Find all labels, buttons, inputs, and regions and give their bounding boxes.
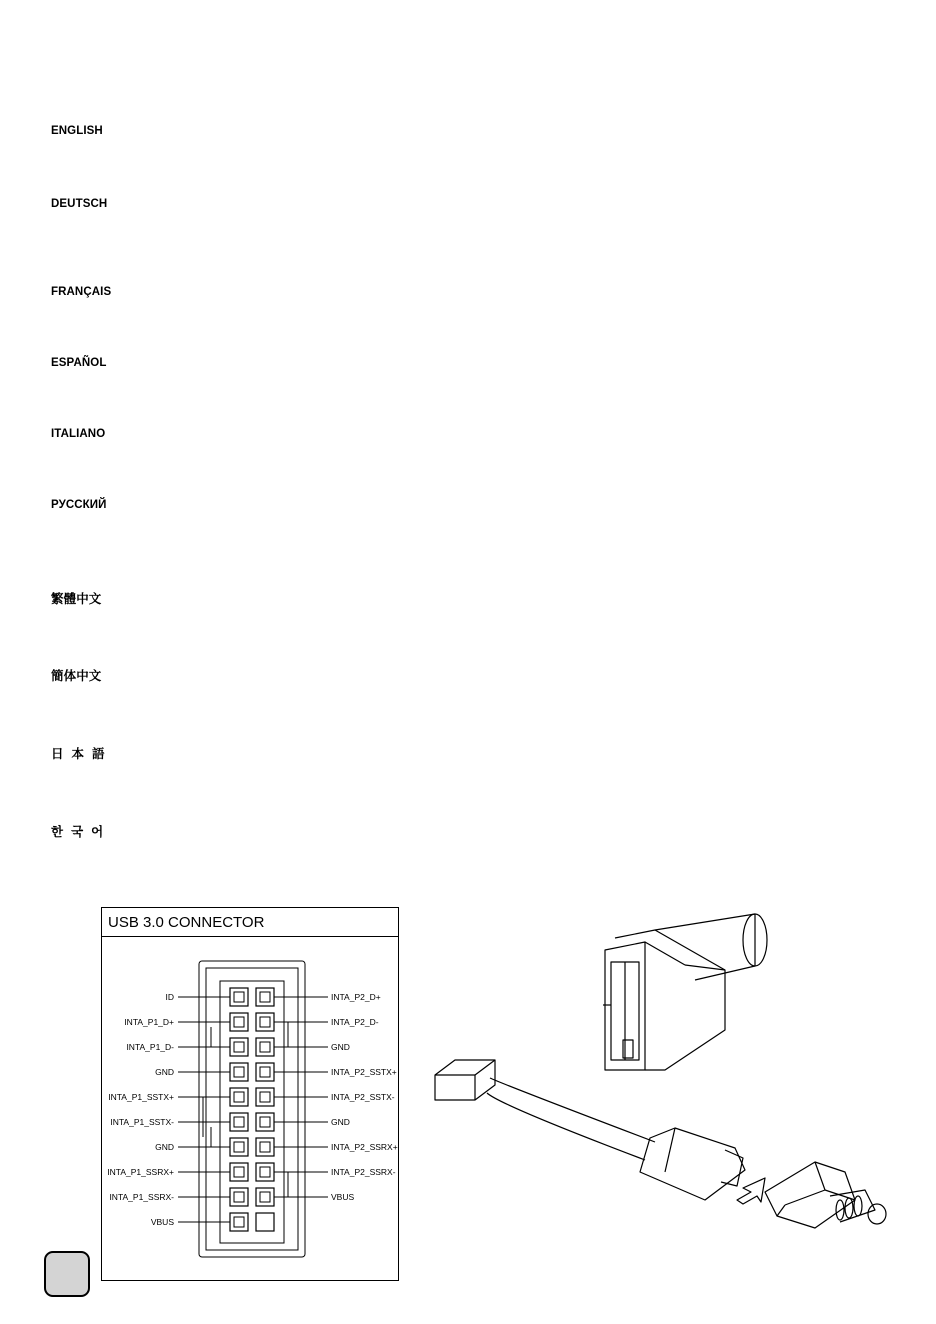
- left-pin-label: INTA_P1_SSRX+: [107, 1167, 174, 1177]
- right-pin-label: INTA_P2_D-: [331, 1017, 379, 1027]
- pin-right: [256, 1063, 274, 1081]
- left-pin-column: [230, 988, 248, 1231]
- pin-left: [230, 1163, 248, 1181]
- lower-connector: [640, 1128, 745, 1200]
- pin-left: [230, 1063, 248, 1081]
- right-pin-label: INTA_P2_SSRX-: [331, 1167, 396, 1177]
- left-pin-label: VBUS: [150, 1217, 174, 1227]
- left-pin-label: INTA_P1_SSTX-: [110, 1117, 174, 1127]
- pin-left: [230, 988, 248, 1006]
- pinout-diagram: [102, 937, 398, 1281]
- angled-plug: [765, 1162, 886, 1228]
- right-pin-label: VBUS: [331, 1192, 355, 1202]
- left-pin-label: INTA_P1_SSTX+: [108, 1092, 174, 1102]
- right-pin-label: INTA_P2_D+: [331, 992, 381, 1002]
- connector-title: USB 3.0 CONNECTOR: [102, 908, 398, 937]
- pin-left: [230, 1013, 248, 1031]
- header-outer-shell: [199, 961, 305, 1257]
- lang-heading-english: ENGLISH: [51, 125, 103, 137]
- pin-right: [256, 1038, 274, 1056]
- lang-heading-russian: РУССКИЙ: [51, 499, 107, 511]
- lang-heading-espanol: ESPAÑOL: [51, 357, 107, 369]
- lang-heading-francais: FRANÇAIS: [51, 286, 112, 298]
- left-pin-label: INTA_P1_D-: [126, 1042, 174, 1052]
- pin-right: [256, 988, 274, 1006]
- front-panel-connector: [603, 914, 767, 1070]
- lang-heading-simplified-chinese: 簡体中文: [51, 669, 102, 683]
- left-pin-label: INTA_P1_D+: [124, 1017, 174, 1027]
- pin-right: [256, 1188, 274, 1206]
- pin-right: [256, 1013, 274, 1031]
- lang-heading-deutsch: DEUTSCH: [51, 198, 108, 210]
- pin-left: [230, 1138, 248, 1156]
- left-pin-label: GND: [155, 1142, 174, 1152]
- pin-right: [256, 1163, 274, 1181]
- right-pin-column: [256, 988, 274, 1231]
- left-pin-label: ID: [165, 992, 174, 1002]
- cable-body: [487, 1078, 655, 1160]
- right-pin-label: GND: [331, 1042, 350, 1052]
- pin-right: [256, 1138, 274, 1156]
- pin-left: [230, 1213, 248, 1231]
- pin-left: [230, 1038, 248, 1056]
- cable-illustration: [425, 910, 905, 1250]
- page-number-tab: [44, 1251, 90, 1297]
- pin-right: [256, 1088, 274, 1106]
- usb-connector-panel: [101, 907, 399, 1281]
- left-pin-label: INTA_P1_SSRX-: [109, 1192, 174, 1202]
- pin-left: [230, 1188, 248, 1206]
- insert-arrow-icon: [737, 1178, 765, 1204]
- lang-heading-japanese: 日本語: [51, 747, 113, 761]
- lang-heading-traditional-chinese: 繁體中文: [51, 592, 102, 606]
- lang-heading-italiano: ITALIANO: [51, 428, 106, 440]
- pin-right: [256, 1113, 274, 1131]
- right-pin-label: INTA_P2_SSTX-: [331, 1092, 395, 1102]
- left-pin-label: GND: [155, 1067, 174, 1077]
- right-pin-label: INTA_P2_SSTX+: [331, 1067, 397, 1077]
- small-end-plug: [435, 1060, 495, 1100]
- pin-left: [230, 1113, 248, 1131]
- pin-key-empty: [256, 1213, 274, 1231]
- right-pin-label: INTA_P2_SSRX+: [331, 1142, 398, 1152]
- lang-heading-korean: 한국어: [51, 825, 112, 839]
- pin-left: [230, 1088, 248, 1106]
- right-pin-label: GND: [331, 1117, 350, 1127]
